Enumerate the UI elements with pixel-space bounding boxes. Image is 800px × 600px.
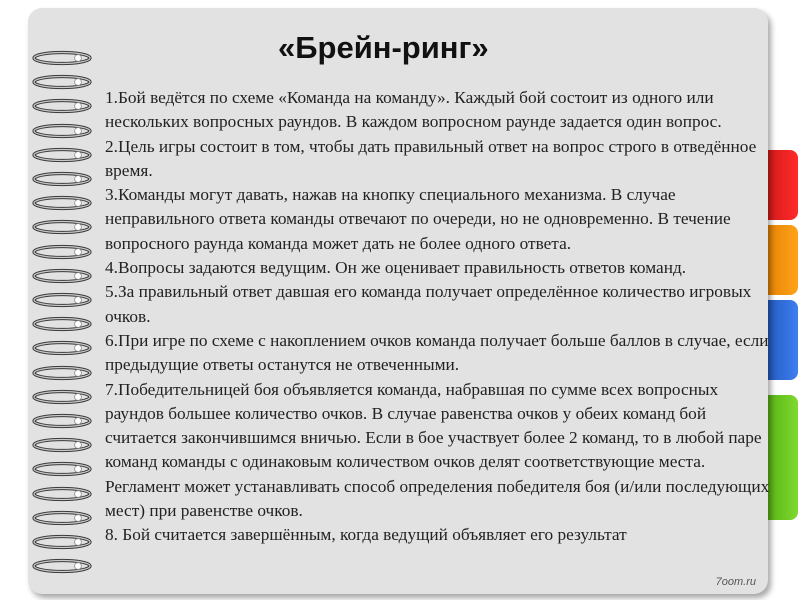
binding-ring-icon — [32, 387, 92, 407]
notebook-page — [28, 8, 768, 594]
binding-ring-icon — [32, 193, 92, 213]
binding-ring-icon — [32, 314, 92, 334]
binding-ring-icon — [32, 459, 92, 479]
binding-ring-icon — [32, 145, 92, 165]
rule-paragraph-2: 2.Цель игры состоит в том, чтобы дать правильный ответ на вопрос строго в отведённое время. — [105, 136, 757, 180]
binding-ring-icon — [32, 266, 92, 286]
binding-ring-icon — [32, 217, 92, 237]
rule-paragraph-4: 4.Вопросы задаются ведущим. Он же оценивает правильность ответов команд. — [105, 258, 687, 278]
rule-paragraph-8: 8. Бой считается завершённым, когда ведущий объявляет его результат — [105, 525, 627, 545]
binding-ring-icon — [32, 48, 92, 68]
rule-paragraph-7: 7.Победительницей боя объявляется команда, набравшая по сумме всех вопросных раундов большее количество очков. В случае равенства очков у обеих команд бой считается закончившимся вничью. Если в бое участвует более 2 команд, то в любой паре команд команды с одинаковым количеством очков делят соответствующие места. Регламент может устанавливать способ определения победителя боя (и/или последующих мест) при равенстве очков. — [105, 379, 770, 521]
binding-ring-icon — [32, 290, 92, 310]
binding-ring-icon — [32, 169, 92, 189]
binding-ring-icon — [32, 121, 92, 141]
binding-ring-icon — [32, 556, 92, 576]
rule-paragraph-6: 6.При игре по схеме с накоплением очков команда получает больше баллов в случае, если предыдущие ответы останутся не отвеченными. — [105, 330, 769, 375]
rules-text — [105, 86, 781, 548]
binding-ring-icon — [32, 532, 92, 552]
binding-ring-icon — [32, 363, 92, 383]
rule-paragraph-3: 3.Команды могут давать, нажав на кнопку специального механизма. В случае неправильного ответа команды отвечают по очереди, но не одновременно. В течение вопросного раунда команда может дать не более одного ответа. — [105, 185, 731, 253]
rule-paragraph-5: 5.За правильный ответ давшая его команда получает определённое количество игровых очков. — [105, 282, 752, 326]
binding-ring-icon — [32, 242, 92, 262]
binding-ring-icon — [32, 435, 92, 455]
binding-ring-icon — [32, 411, 92, 431]
binding-ring-icon — [32, 508, 92, 528]
binding-ring-icon — [32, 72, 92, 92]
spiral-binding — [28, 48, 98, 598]
page-title: «Брейн-ринг» — [278, 30, 489, 65]
binding-ring-icon — [32, 338, 92, 358]
binding-ring-icon — [32, 484, 92, 504]
watermark: 7oom.ru — [715, 576, 756, 588]
binding-ring-icon — [32, 96, 92, 116]
rule-paragraph-1: 1.Бой ведётся по схеме «Команда на команду». Каждый бой состоит из одного или нескольких вопросных раундов. В каждом вопросном раунде задается один вопрос. — [105, 88, 722, 132]
